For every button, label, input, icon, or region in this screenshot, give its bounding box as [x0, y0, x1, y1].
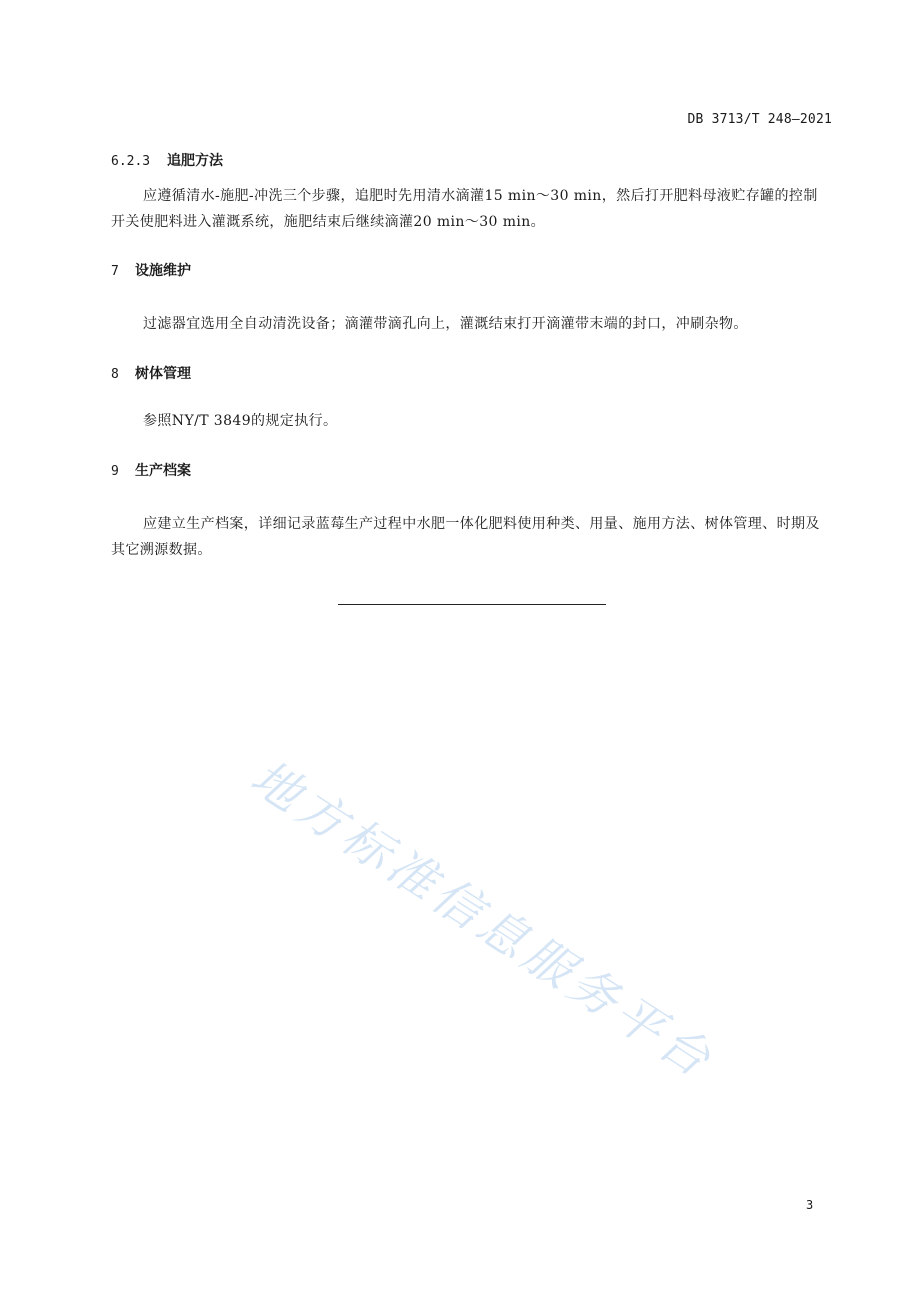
- section-paragraph-6-2-3: 应遵循清水-施肥-冲洗三个步骤，追肥时先用清水滴灌15 min～30 min，然后打开肥料母液贮存罐的控制开关使肥料进入灌溉系统，施肥结束后继续滴灌20 min～30 min。: [111, 188, 818, 230]
- watermark: 地方标准信息服务平台: [240, 749, 725, 1091]
- section-paragraph-7: 过滤器宜选用全自动清洗设备；滴灌带滴孔向上，灌溉结束打开滴灌带末端的封口，冲刷杂物。: [143, 316, 748, 332]
- section-title: 设施维护: [135, 263, 191, 279]
- standard-code-header: DB 3713/T 248—2021: [687, 112, 832, 127]
- section-number: 9: [111, 464, 119, 479]
- section-paragraph-9: 应建立生产档案，详细记录蓝莓生产过程中水肥一体化肥料使用种类、用量、施用方法、树体管理、时期及其它溯源数据。: [111, 516, 820, 558]
- section-number: 8: [111, 367, 119, 382]
- section-number: 6.2.3: [111, 154, 151, 169]
- section-heading-9: [111, 460, 191, 480]
- section-title: 生产档案: [135, 463, 191, 479]
- section-title: 树体管理: [135, 366, 191, 382]
- section-heading-8: [111, 363, 191, 383]
- section-heading-6-2-3: [111, 150, 223, 170]
- section-number: 7: [111, 264, 119, 279]
- section-paragraph-8: 参照NY/T 3849的规定执行。: [143, 413, 338, 429]
- section-heading-7: [111, 260, 191, 280]
- end-of-document-rule: [338, 604, 606, 605]
- section-title: 追肥方法: [167, 153, 223, 169]
- page-number: 3: [806, 1198, 814, 1212]
